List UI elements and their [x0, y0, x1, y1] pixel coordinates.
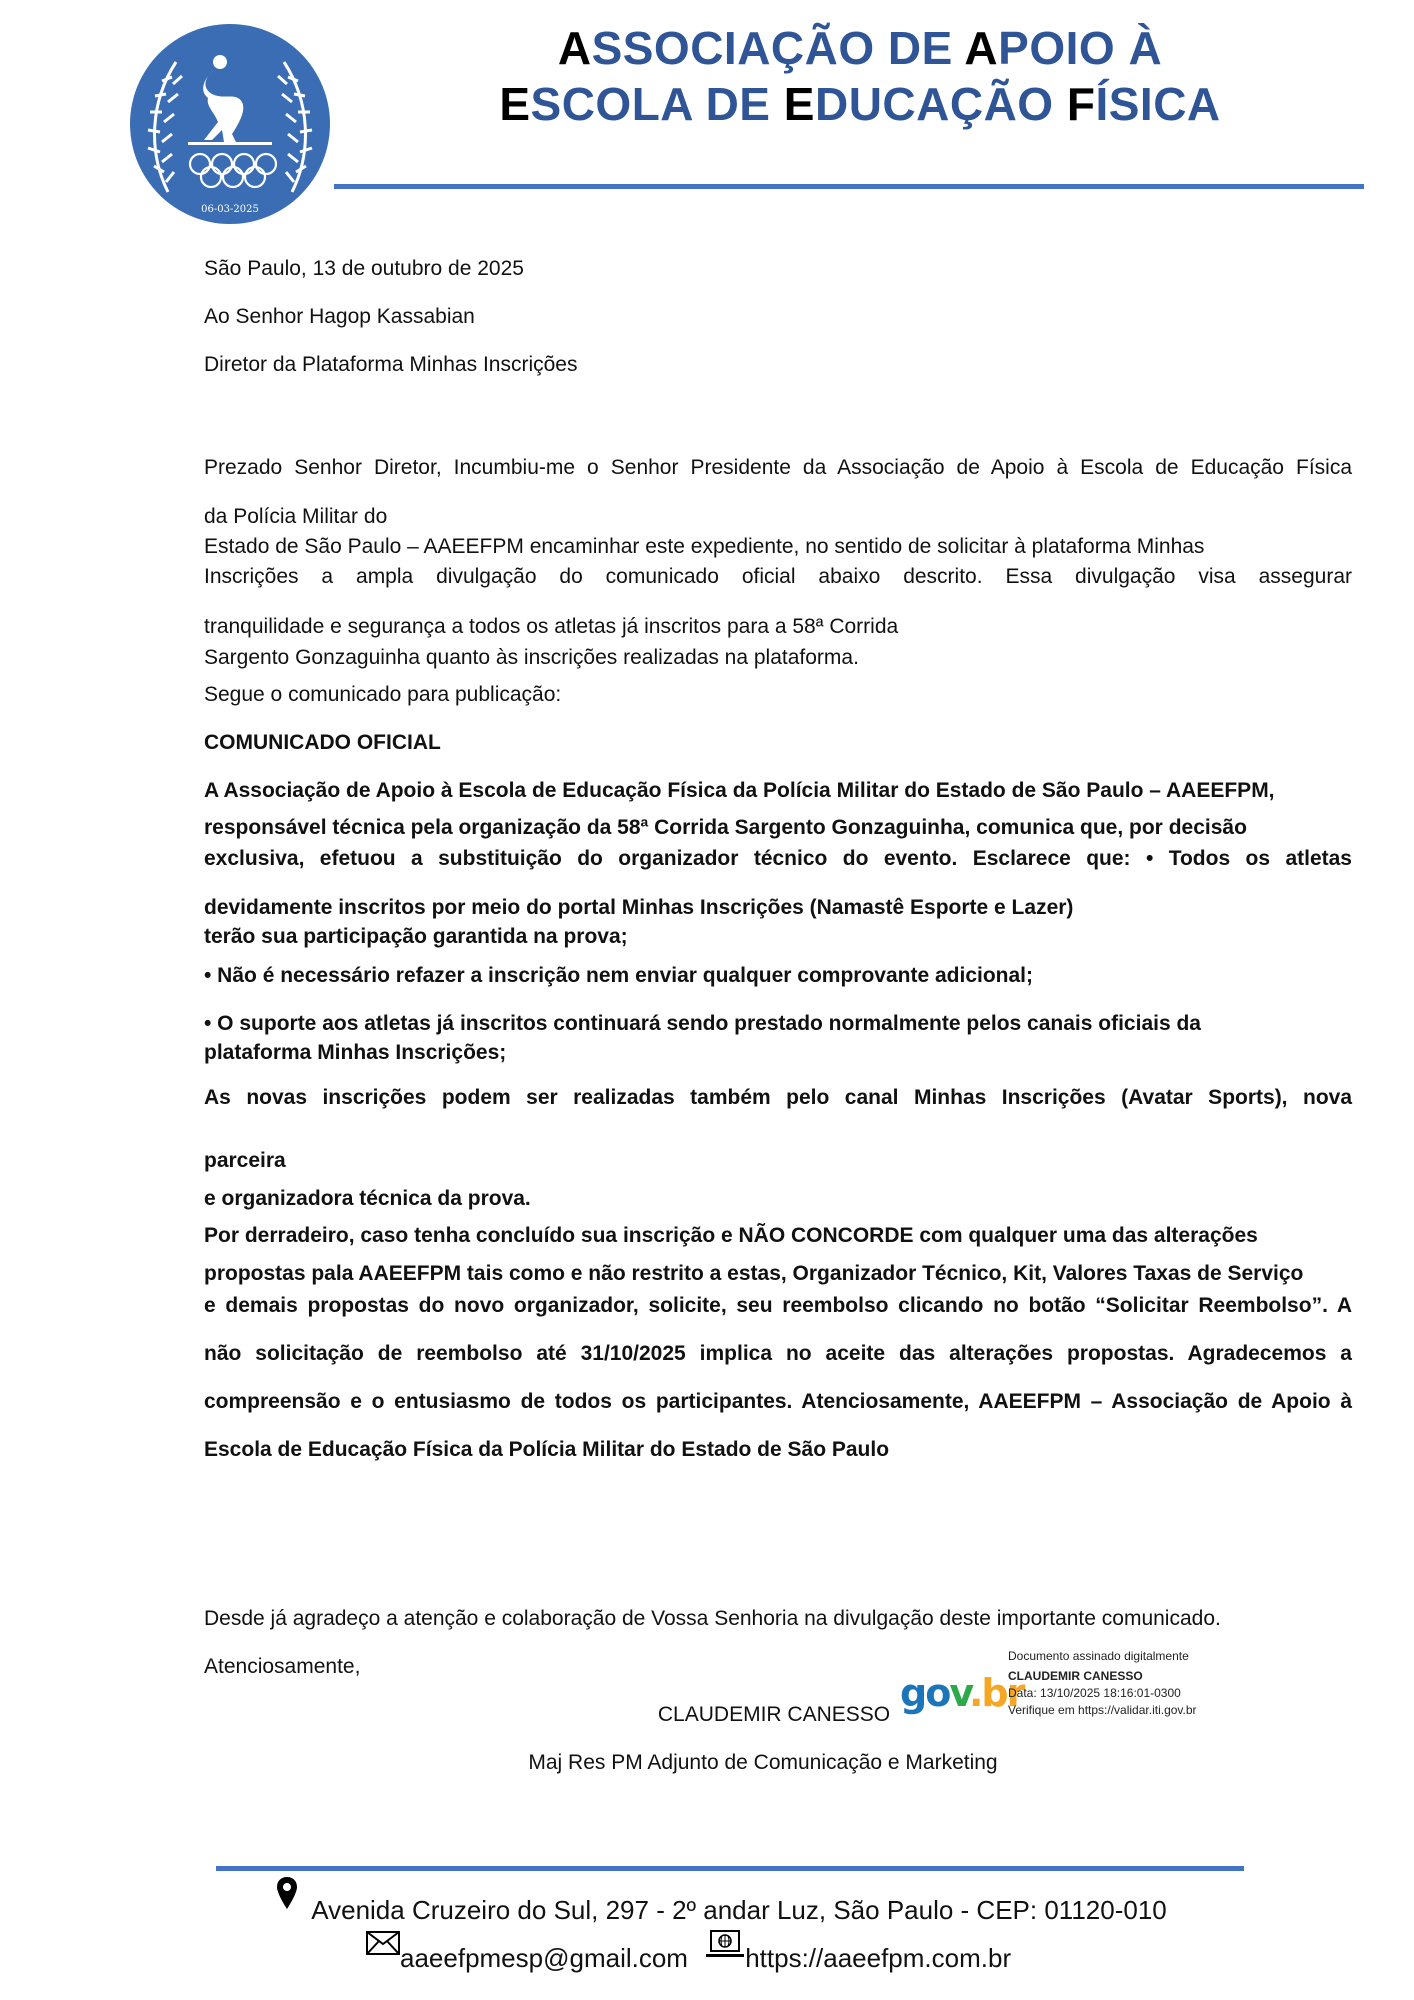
communique-line: Escola de Educação Física da Polícia Militar do Estado de São Paulo — [204, 1438, 890, 1461]
title-initial: A — [557, 22, 592, 74]
communique-line: compreensão e o entusiasmo de todos os participantes. Atenciosamente, AAEEFPM – Associação de Apoio à — [204, 1390, 1352, 1413]
recipient-role: Diretor da Plataforma Minhas Inscrições — [204, 353, 578, 376]
footer-contact-row — [366, 1930, 1011, 1974]
communique-line: e organizadora técnica da prova. — [204, 1187, 531, 1210]
intro-line: Inscrições a ampla divulgação do comunicado oficial abaixo descrito. Essa divulgação visa assegurar — [204, 565, 1352, 588]
communique-line: responsável técnica pela organização da 58ª Corrida Sargento Gonzaguinha, comunica que, por decisão — [204, 816, 1247, 839]
signer-role: Maj Res PM Adjunto de Comunicação e Marketing — [528, 1751, 998, 1774]
salutation: Atenciosamente, — [204, 1655, 361, 1678]
communique-line: parceira — [204, 1149, 286, 1172]
communique-line: A Associação de Apoio à Escola de Educação Física da Polícia Militar do Estado de São Paulo – AAEEFPM, — [204, 779, 1275, 802]
title-segment: SSOCIAÇÃO DE — [591, 22, 965, 74]
title-segment: ÍSICA — [1095, 78, 1221, 130]
logo-date: 06-03-2025 — [201, 204, 259, 215]
title-segment: SCOLA DE — [530, 78, 784, 130]
signature-label: Documento assinado digitalmente — [1008, 1649, 1189, 1663]
communique-line: devidamente inscritos por meio do portal Minhas Inscrições (Namastê Esporte e Lazer) — [204, 896, 1074, 919]
communique-line: terão sua participação garantida na prova; — [204, 925, 628, 948]
footer-divider — [216, 1866, 1244, 1871]
footer-address: Avenida Cruzeiro do Sul, 297 - 2º andar Luz, São Paulo - CEP: 01120-010 — [311, 1895, 1167, 1925]
title-segment: POIO À — [998, 22, 1163, 74]
letter-date: São Paulo, 13 de outubro de 2025 — [204, 257, 524, 280]
signature-name: CLAUDEMIR CANESSO — [1008, 1669, 1143, 1683]
signature-date: Data: 13/10/2025 18:16:01-0300 — [1008, 1686, 1181, 1700]
map-pin-icon — [276, 1876, 298, 1917]
signer-name: CLAUDEMIR CANESSO — [657, 1703, 891, 1726]
signature-verify-link[interactable]: Verifique em https://validar.iti.gov.br — [1008, 1703, 1197, 1717]
laptop-globe-icon — [705, 1930, 745, 1967]
intro-line: da Polícia Militar do — [204, 505, 388, 528]
organization-title — [480, 20, 1240, 132]
communique-line: Por derradeiro, caso tenha concluído sua inscrição e NÃO CONCORDE com qualquer uma das alterações — [204, 1224, 1258, 1247]
title-initial: E — [783, 78, 815, 130]
communique-line: As novas inscrições podem ser realizadas também pelo canal Minhas Inscrições (Avatar Sports), nova — [204, 1086, 1352, 1109]
intro-line: Segue o comunicado para publicação: — [204, 683, 562, 706]
title-line-1 — [480, 20, 1240, 76]
communique-line: exclusiva, efetuou a substituição do organizador técnico do evento. Esclarece que: • Todos os atletas — [204, 847, 1352, 870]
header-divider — [334, 184, 1364, 189]
intro-line: Estado de São Paulo – AAEEFPM encaminhar este expediente, no sentido de solicitar à plataforma Minhas — [204, 535, 1205, 558]
footer-website-link[interactable]: https://aaeefpm.com.br — [745, 1943, 1012, 1973]
footer-email-link[interactable]: aaeefpmesp@gmail.com — [400, 1943, 688, 1973]
title-initial: A — [964, 22, 999, 74]
communique-line: e demais propostas do novo organizador, solicite, seu reembolso clicando no botão “Solicitar Reembolso”. A — [204, 1294, 1352, 1317]
title-initial: F — [1066, 78, 1096, 130]
intro-line: tranquilidade e segurança a todos os atletas já inscritos para a 58ª Corrida — [204, 615, 899, 638]
intro-line: Prezado Senhor Diretor, Incumbiu-me o Senhor Presidente da Associação de Apoio à Escola de Educação Física — [204, 456, 1352, 479]
govbr-logo: gov.br — [900, 1671, 1024, 1715]
envelope-icon — [366, 1930, 400, 1962]
closing-text: Desde já agradeço a atenção e colaboração de Vossa Senhoria na divulgação deste importante comunicado. — [204, 1607, 1221, 1630]
communique-bullet: • Não é necessário refazer a inscrição nem enviar qualquer comprovante adicional; — [204, 964, 1033, 987]
intro-line: Sargento Gonzaguinha quanto às inscrições realizadas na plataforma. — [204, 646, 859, 669]
communique-line: propostas pala AAEEFPM tais como e não restrito a estas, Organizador Técnico, Kit, Valores Taxas de Serviço — [204, 1262, 1304, 1285]
title-segment: DUCAÇÃO — [814, 78, 1067, 130]
footer-address-row — [276, 1876, 1167, 1926]
communique-heading: COMUNICADO OFICIAL — [204, 731, 441, 754]
association-logo — [128, 22, 332, 226]
recipient-name: Ao Senhor Hagop Kassabian — [204, 305, 475, 328]
communique-line: não solicitação de reembolso até 31/10/2025 implica no aceite das alterações propostas. Agradecemos a — [204, 1342, 1352, 1365]
title-initial: E — [499, 78, 531, 130]
communique-bullet: • O suporte aos atletas já inscritos continuará sendo prestado normalmente pelos canais oficiais da — [204, 1012, 1201, 1035]
communique-line: plataforma Minhas Inscrições; — [204, 1041, 507, 1064]
title-line-2 — [480, 76, 1240, 132]
